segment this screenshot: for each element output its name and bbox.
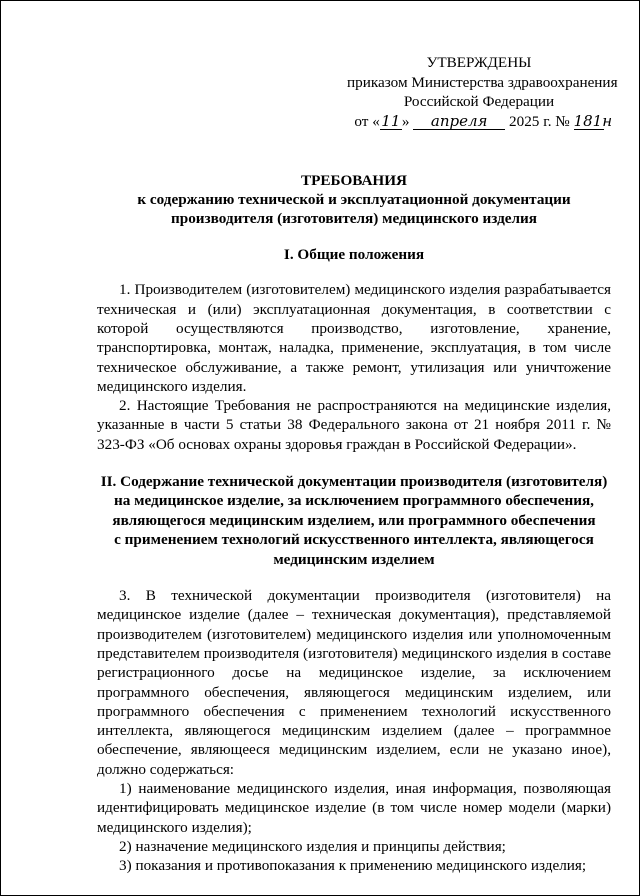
section-2-heading — [97, 472, 611, 569]
approval-date-line — [347, 112, 611, 132]
list-item-3: 3) показания и противопоказания к применению медицинского изделия; — [119, 857, 587, 875]
handwritten-day: 11 — [381, 111, 401, 130]
list-item-2: 2) назначение медицинского изделия и принципы действия; — [119, 837, 506, 855]
title-sub-2: производителя (изготовителя) медицинского изделия — [171, 210, 537, 227]
paragraph-3: 3. В технической документации производителя (изготовителя) на медицинское изделие (далее – техническая документация), представляемой производителем (изготовителем) медицинского изделия или уполномоченным представителем производителя (изготовителя) медицинского изделия в составе регистрационного досье на медицинское изделие, за исключением программного обеспечения, являющегося медицинским изделием, или программного обеспечения с применением технологий искусственного интеллекта, являющегося медицинским изделием (далее – программное обеспечение, являющееся медицинским изделием, если не указано иное), должно содержаться: — [97, 587, 611, 778]
approval-order: приказом Министерства здравоохранения — [347, 73, 618, 91]
section-2-heading-line-2: на медицинское изделие, за исключением программного обеспечения, — [114, 492, 594, 510]
title-main: ТРЕБОВАНИЯ — [300, 172, 408, 189]
handwritten-order-number: 181н — [573, 111, 613, 130]
approval-country: Российской Федерации — [403, 93, 555, 110]
section-2-heading-line-1: II. Содержание технической документации производителя (изготовителя) — [100, 473, 608, 491]
date-mid: » — [401, 112, 410, 130]
list-item-1: 1) наименование медицинского изделия, иная информация, позволяющая идентифицировать медицинское изделие (в том числе номер модели (марки) медицинского изделия); — [97, 780, 611, 836]
handwritten-month: апреля — [413, 114, 505, 130]
paragraph-1: 1. Производителем (изготовителем) медицинского изделия разрабатывается техническая и (или) эксплуатационная документация, в соответствии с которой осуществляются производство, изготовление, хранение, транспортировка, монтаж, наладка, применение, эксплуатация, в том числе техническое обслуживание, а также ремонт, утилизация или уничтожение медицинского изделия. — [97, 281, 611, 395]
document-body — [97, 53, 618, 876]
section-2-heading-line-3: являющегося медицинским изделием, или программного обеспечения — [112, 511, 596, 529]
document-title — [97, 171, 611, 228]
section-2-heading-line-4: с применением технологий искусственного интеллекта, являющегося — [114, 531, 594, 549]
paragraph-2: 2. Настоящие Требования не распространяются на медицинские изделия, указанные в части 5 статьи 38 Федерального закона от 21 ноября 2011 г. № 323-ФЗ «Об основах охраны здоровья граждан в Российской Федерации». — [97, 397, 611, 453]
title-sub-1: к содержанию технической и эксплуатационной документации — [137, 191, 571, 208]
approval-title: УТВЕРЖДЕНЫ — [426, 54, 532, 71]
year-text: 2025 г. № — [509, 112, 570, 130]
date-prefix: от « — [354, 112, 380, 130]
section-2-heading-line-5: медицинским изделием — [273, 550, 435, 568]
section-1-heading: I. Общие положения — [283, 246, 425, 263]
approval-stamp — [347, 53, 618, 131]
